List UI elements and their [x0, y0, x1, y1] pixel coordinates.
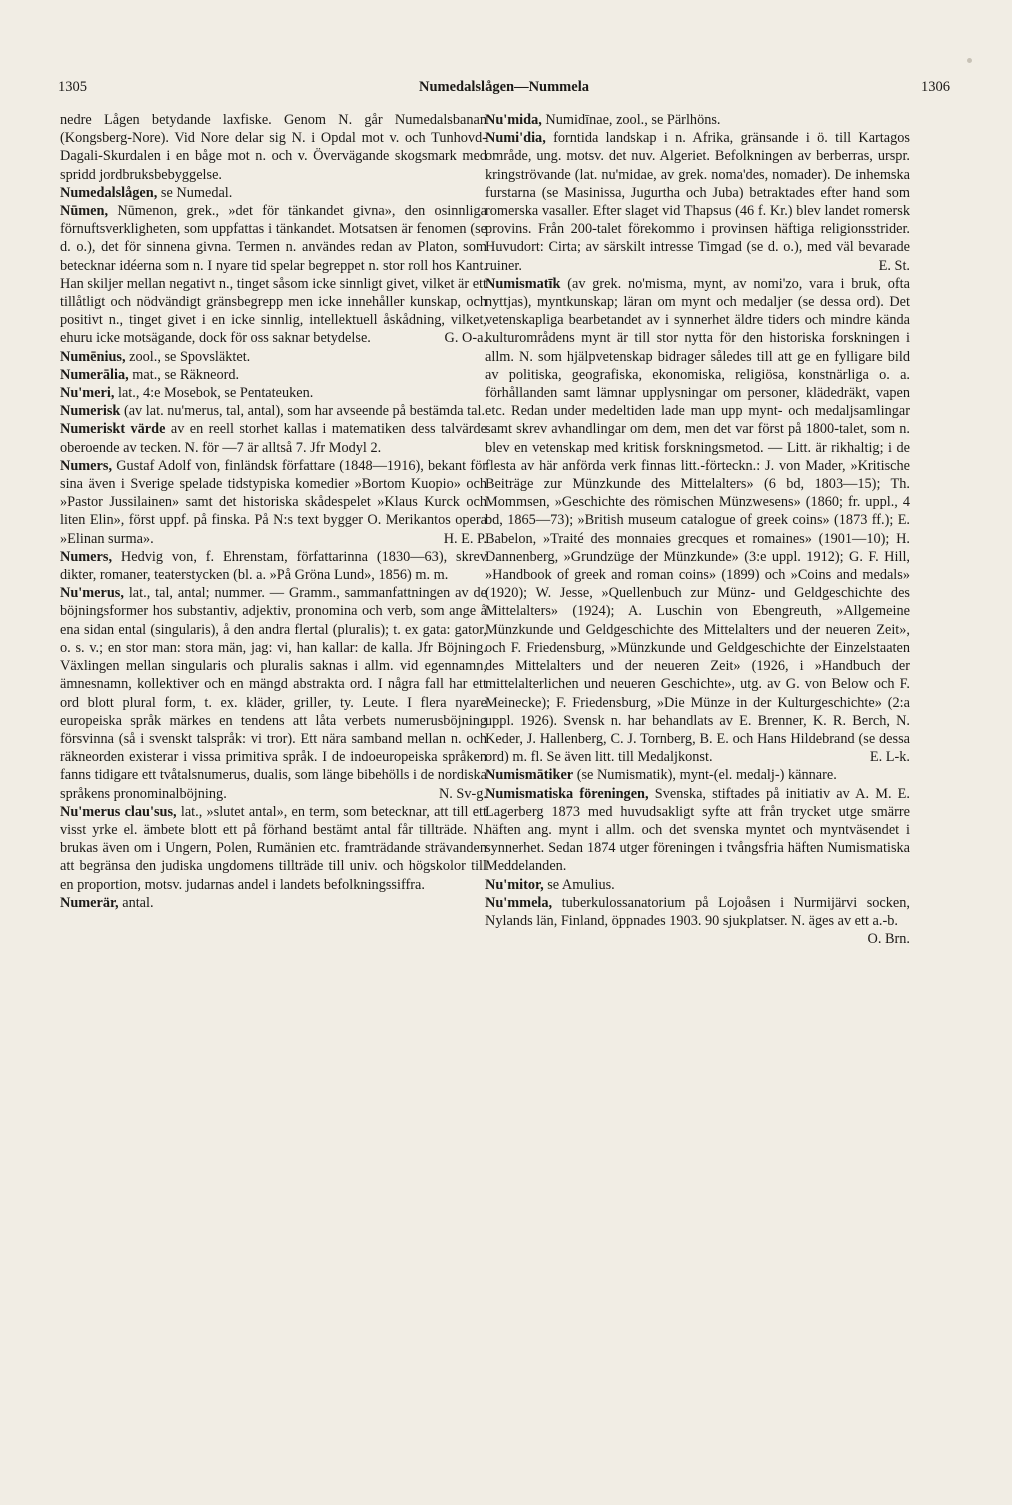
dictionary-entry [60, 111, 487, 184]
author-signature: G. O-a. [444, 330, 487, 347]
right-page-number: 1306 [921, 79, 950, 95]
entry-headword: Nu'merus clau'sus, [60, 803, 177, 820]
dictionary-entry [60, 894, 487, 912]
left-column [60, 111, 487, 1431]
entry-text: (av lat. nu'merus, tal, antal), som har avseende på bestämda tal. [123, 403, 486, 420]
entry-text: se Numedal. [160, 184, 233, 201]
dictionary-entry [60, 184, 487, 202]
author-signature: N. Sv-g. [438, 785, 487, 802]
entry-headword: Numerālia, [60, 366, 129, 383]
dictionary-entry [485, 275, 910, 766]
entry-headword: Numerisk [60, 403, 121, 420]
dictionary-entry [60, 584, 487, 802]
dictionary-entry [60, 348, 487, 366]
entry-headword: Nu'merus, [60, 585, 124, 602]
dictionary-entry [485, 894, 910, 948]
dictionary-entry [485, 785, 910, 876]
entry-text: av en reell storhet kallas i matematiken dess talvärde oberoende av tecken. N. för —7 är alltså 7. Jfr Modyl 2. [60, 421, 487, 456]
entry-text: antal. [122, 894, 154, 911]
dictionary-entry [485, 876, 910, 894]
dictionary-entry [60, 402, 487, 420]
entry-headword: Numers, [60, 457, 113, 474]
entry-headword: Numedalslågen, [60, 184, 158, 201]
entry-text: Svenska, stiftades på initiativ av A. M. E. Lagerberg 1873 med huvudsakligt syfte att från trycket utge smärre häften ang. mynt i allm. och det svenska myntet och myntväsendet i synnerhet. Sedan 1874 utger föreningen i tvångsfria häften Numismatiska Meddelanden. [485, 785, 910, 875]
left-page-number: 1305 [58, 79, 87, 95]
entry-text: tuberkulossanatorium på Lojoåsen i Nurmijärvi socken, Nylands län, Finland, öppnades 1903. 90 sjukplatser. N. äges av ett a.-b. [485, 894, 910, 929]
entry-text: (se Numismatik), mynt-(el. medalj-) kännare. [576, 767, 837, 784]
print-speck [967, 58, 972, 63]
entry-headword: Nūmen, [60, 203, 109, 220]
dictionary-entry [60, 366, 487, 384]
entry-text: lat., 4:e Mosebok, se Pentateuken. [117, 385, 314, 402]
entry-text: Hedvig von, f. Ehrenstam, författarinna (1830—63), skrev dikter, romaner, teaterstycken (bl. a. »På Gröna Lund», 1856) m. m. [60, 548, 487, 584]
right-column [485, 111, 910, 1431]
dictionary-entry [60, 548, 487, 584]
entry-headword: Numismātiker [485, 767, 574, 784]
dictionary-entry [60, 803, 487, 894]
entry-headword: Nu'mmela, [485, 894, 553, 911]
entry-text: (av grek. no'misma, mynt, av nomi'zo, vara i bruk, ofta nyttjas), myntkunskap; läran om mynt och medaljer (se dessa ord). Det vetenskapliga bearbetandet av i synnerhet äldre tiders och mindre kända kulturområdens mynt är till stor nytta för den historiska forskningen i allm. N. som hjälpvetenskap bidrager således till att ge en fylligare bild av politiska, geografiska, ekonomiska, religiösa, konstnärliga o. a. förhållanden samt lämnar upplysningar om personer, klädedräkt, vapen etc. Redan under medeltiden lade man upp mynt- och medaljsamlingar samt skrev avhandlingar om dem, men det var först på 1800-talet, som n. blev en vetenskap med kritisk forskningsmetod. — Litt. är rikhaltig; i de flesta av här anförda verk finnas litt.-förteckn.: J. von Mader, »Kritische Beiträge zur Münzkunde des Mittelalters» (6 bd, 1803—15); Th. Mommsen, »Geschichte des römischen Münzwesens» (1860; fr. uppl., 4 bd, 1865—73); »British museum catalogue of greek coins» (1873 ff.); E. Babelon, »Traité des monnaies grecques et romaines» (1901—10); H. Dannenberg, »Grundzüge der Münzkunde» (3:e uppl. 1912); G. F. Hill, »Handbook of greek and roman coins» (1899) och »Coins and medals» (1920); W. Jesse, »Quellenbuch zur Münz- und Geldgeschichte des Mittelalters» (1924); A. Luschin von Ebengreuth, »Allgemeine Münzkunde und Geldgeschichte des Mittelalters und der neueren Zeit», och F. Friedensburg, »Münzkunde und Geldgeschichte der Einzelstaaten des Mittelalters und der neueren Zeit» (1926, i »Handbuch der mittelalterlichen und neueren Geschichte», utg. av G. von Below och F. Meinecke); F. Friedensburg, »Die Münze in der Kulturgeschichte» (2:a uppl. 1926). Svensk n. har behandlats av E. Brenner, K. R. Berch, N. Keder, J. Hallenberg, C. J. Tornberg, B. E. och Hans Hildebrand (se dessa ord) m. fl. Se även litt. till Medaljkonst. [485, 275, 910, 766]
dictionary-entry [485, 111, 910, 129]
dictionary-entry [60, 420, 487, 456]
entry-headword: Numismatīk [485, 275, 561, 292]
dictionary-entry [60, 202, 487, 348]
entry-headword: Numers, [60, 548, 113, 565]
entry-text: lat., »slutet antal», en term, som betecknar, att till ett visst yrke el. ämbete blott ett på förhand bestämt antal får tillträde. N. brukas även om i Ungern, Polen, Rumänien etc. framträdande strävanden att begränsa den judiska ungdomens tillträde till univ. och högskolor till en proportion, motsv. judarnas andel i landets befolkningssiffra. [60, 803, 487, 893]
author-signature: O. Brn. [867, 931, 910, 948]
dictionary-entry [60, 384, 487, 402]
page-header [58, 79, 950, 101]
entry-headword: Numi'dia, [485, 130, 546, 147]
author-signature: H. E. P. [443, 530, 487, 547]
entry-text: Numidīnae, zool., se Pärlhöns. [545, 112, 721, 128]
entry-text: Nūmenon, grek., »det för tänkandet givna», den osinnliga förnuftsverkligheten, som uppfattas i tänkandet. Motsatsen är fenomen (se d. o.), det för sinnena givna. Termen n. användes redan av Platon, som betecknar idéerna som n. I nyare tid spelar begreppet n. stor roll hos Kant. Han skiljer mellan negativt n., tinget såsom icke sinnligt givet, vilket är ett tillåtligt och nödvändigt gränsbegrepp men icke innehåller kunskap, och positivt n., tinget givet i en icke sinnlig, intellektuell åskådning, vilket, ehuru icke motsägande, dock för oss saknar betydelse. [60, 203, 487, 347]
entry-headword: Numēnius, [60, 348, 126, 365]
author-signature: E. L-k. [869, 749, 910, 766]
entry-text: lat., tal, antal; nummer. — Gramm., sammanfattningen av de böjningsformer hos substantiv, adjektiv, pronomina och verb, som ange å ena sidan ental (singularis), å den andra flertal (pluralis); t. ex gata: gator, o. s. v.; en stor man: stora män, jag: vi, han kallar: de kalla. Jfr Böjning. Växlingen mellan singularis och pluralis saknas i allm. vid egennamn, ämnesnamn, kollektiver och en mängd abstrakta ord. I några fall har ett ord blott plural form, t. ex. kläder, griller, ty. Leute. I flera nyare europeiska språk märkes en tendens att låta verbets numerusböjning försvinna (så i svenskt talspråk: vi tror). Ett nära samband mellan n. och räkneorden existerar i vissa primitiva språk. I de indoeuropeiska språken fanns tidigare ett tvåtalsnumerus, dualis, som länge bibehölls i de nordiska språkens pronominalböjning. [60, 585, 487, 802]
entry-headword: Numeriskt värde [60, 421, 166, 438]
entry-text: Gustaf Adolf von, finländsk författare (1848—1916), bekant för sina även i Sverige spelade tidstypiska komedier »Bortom Kuopio» och »Pastor Jussilainen» samt det historiska skådespelet »Klaus Kurck och liten Elin», först uppf. på finska. På N:s text bygger O. Merikantos opera »Elinan surma». [60, 457, 487, 547]
entry-headword: Numerär, [60, 894, 119, 911]
entry-headword: Nu'mitor, [485, 876, 544, 893]
dictionary-entry [485, 129, 910, 275]
entry-text: mat., se Räkneord. [132, 366, 240, 383]
entry-text: zool., se Spovsläktet. [129, 348, 251, 365]
entry-text: se Amulius. [547, 876, 615, 893]
dictionary-entry [60, 457, 487, 548]
author-signature: E. St. [878, 257, 910, 274]
entry-headword: Numismatiska föreningen, [485, 785, 649, 802]
dictionary-entry [485, 766, 910, 784]
entry-headword: Nu'meri, [60, 385, 115, 402]
running-title: Numedalslågen—Nummela [419, 79, 589, 95]
entry-text: nedre Lågen betydande laxfiske. Genom N. går Numedalsbanan (Kongsberg-Nore). Vid Nore delar sig N. i Opdal mot v. och Tunhovd-Dagali-Skurdalen i en båge mot n. och v. Övervägande skogsmark med spridd jordbruksbebyggelse. [60, 112, 487, 183]
entry-headword: Nu'mida, [485, 112, 542, 128]
entry-text: forntida landskap i n. Afrika, gränsande i ö. till Kartagos område, ung. motsv. det nuv. Algeriet. Befolkningen av berberras, urspr. kringströvande (lat. nu'midae, av grek. noma'des, nomader). De inhemska furstarna (se Masinissa, Jugurtha och Juba) betraktades efter hand som romerska vasaller. Efter slaget vid Thapsus (46 f. Kr.) blev landet romersk provins. Från 200-talet förekommo i provinsen häftiga religionsstrider. Huvudort: Cirta; av särskilt intresse Timgad (se d. o.), med väl bevarade ruiner. [485, 130, 910, 274]
